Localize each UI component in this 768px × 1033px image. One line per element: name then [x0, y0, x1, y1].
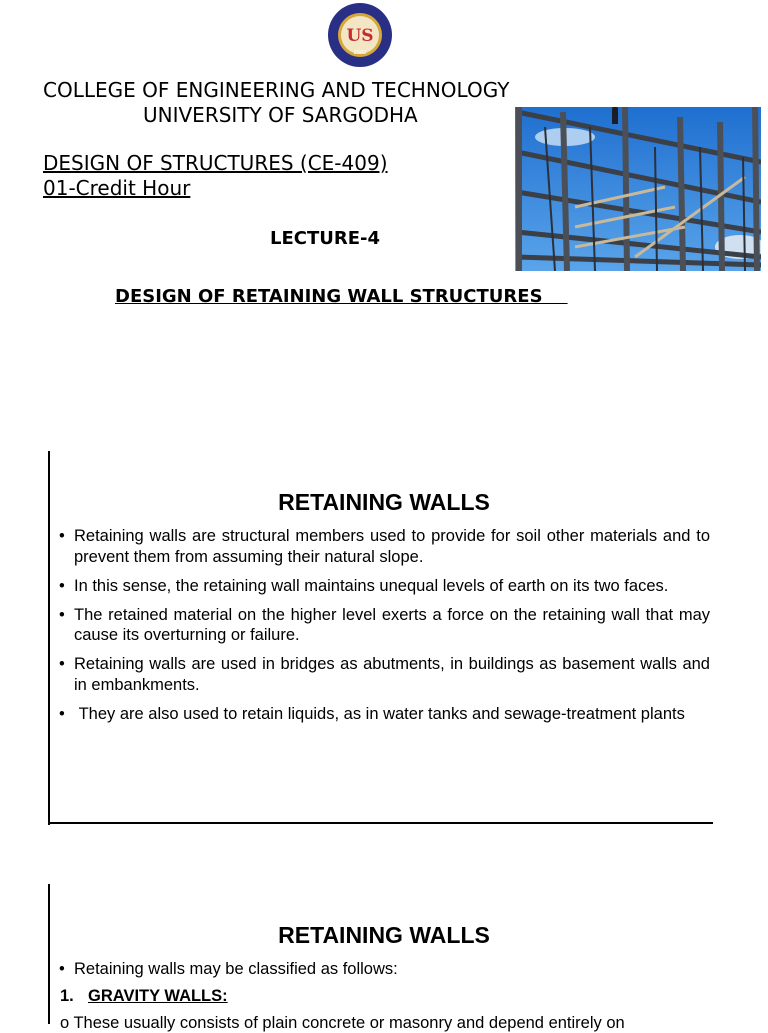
lecture-topic: DESIGN OF RETAINING WALL STRUCTURES [115, 286, 568, 307]
slide-2-title: RETAINING WALLS [278, 922, 490, 948]
slide-1-title: RETAINING WALLS [278, 489, 490, 515]
item-heading: GRAVITY WALLS: [88, 987, 228, 1005]
item-number: 1. [60, 987, 74, 1005]
bullet-item: • In this sense, the retaining wall maintains unequal levels of earth on its two faces. [58, 576, 710, 597]
numbered-item-gravity-walls [60, 987, 228, 1006]
svg-text:US: US [346, 26, 374, 46]
steel-structure-photo [515, 107, 761, 271]
college-name: COLLEGE OF ENGINEERING AND TECHNOLOGY [43, 78, 510, 102]
bullet-item: • Retaining walls are used in bridges as abutments, in buildings as basement walls and in embankments. [58, 654, 710, 695]
course-title: DESIGN OF STRUCTURES (CE-409) [43, 151, 388, 175]
bullet-item: • Retaining walls may be classified as follows: [58, 959, 710, 980]
university-logo [327, 2, 393, 68]
svg-text:2002: 2002 [353, 50, 367, 56]
university-name: UNIVERSITY OF SARGODHA [143, 103, 418, 127]
lecture-number: LECTURE-4 [270, 228, 381, 249]
bullet-item: • They are also used to retain liquids, as in water tanks and sewage-treatment plants [58, 704, 710, 725]
bullet-item: • Retaining walls are structural members used to provide for soil other materials and to prevent them from assuming their natural slope. [58, 526, 710, 567]
slide-2-left-border [48, 884, 50, 1024]
slide-1-bullet-list [58, 526, 710, 733]
bullet-marker: o [60, 1014, 74, 1032]
bullet-item: • The retained material on the higher level exerts a force on the retaining wall that may cause its overturning or failure. [58, 605, 710, 646]
slide-1-bottom-border [48, 822, 713, 824]
cut-off-text: These usually consists of plain concrete or masonry and depend entirely on [73, 1014, 625, 1032]
credit-hours: 01-Credit Hour [43, 176, 191, 200]
slide-2-bullet-list [58, 959, 710, 988]
